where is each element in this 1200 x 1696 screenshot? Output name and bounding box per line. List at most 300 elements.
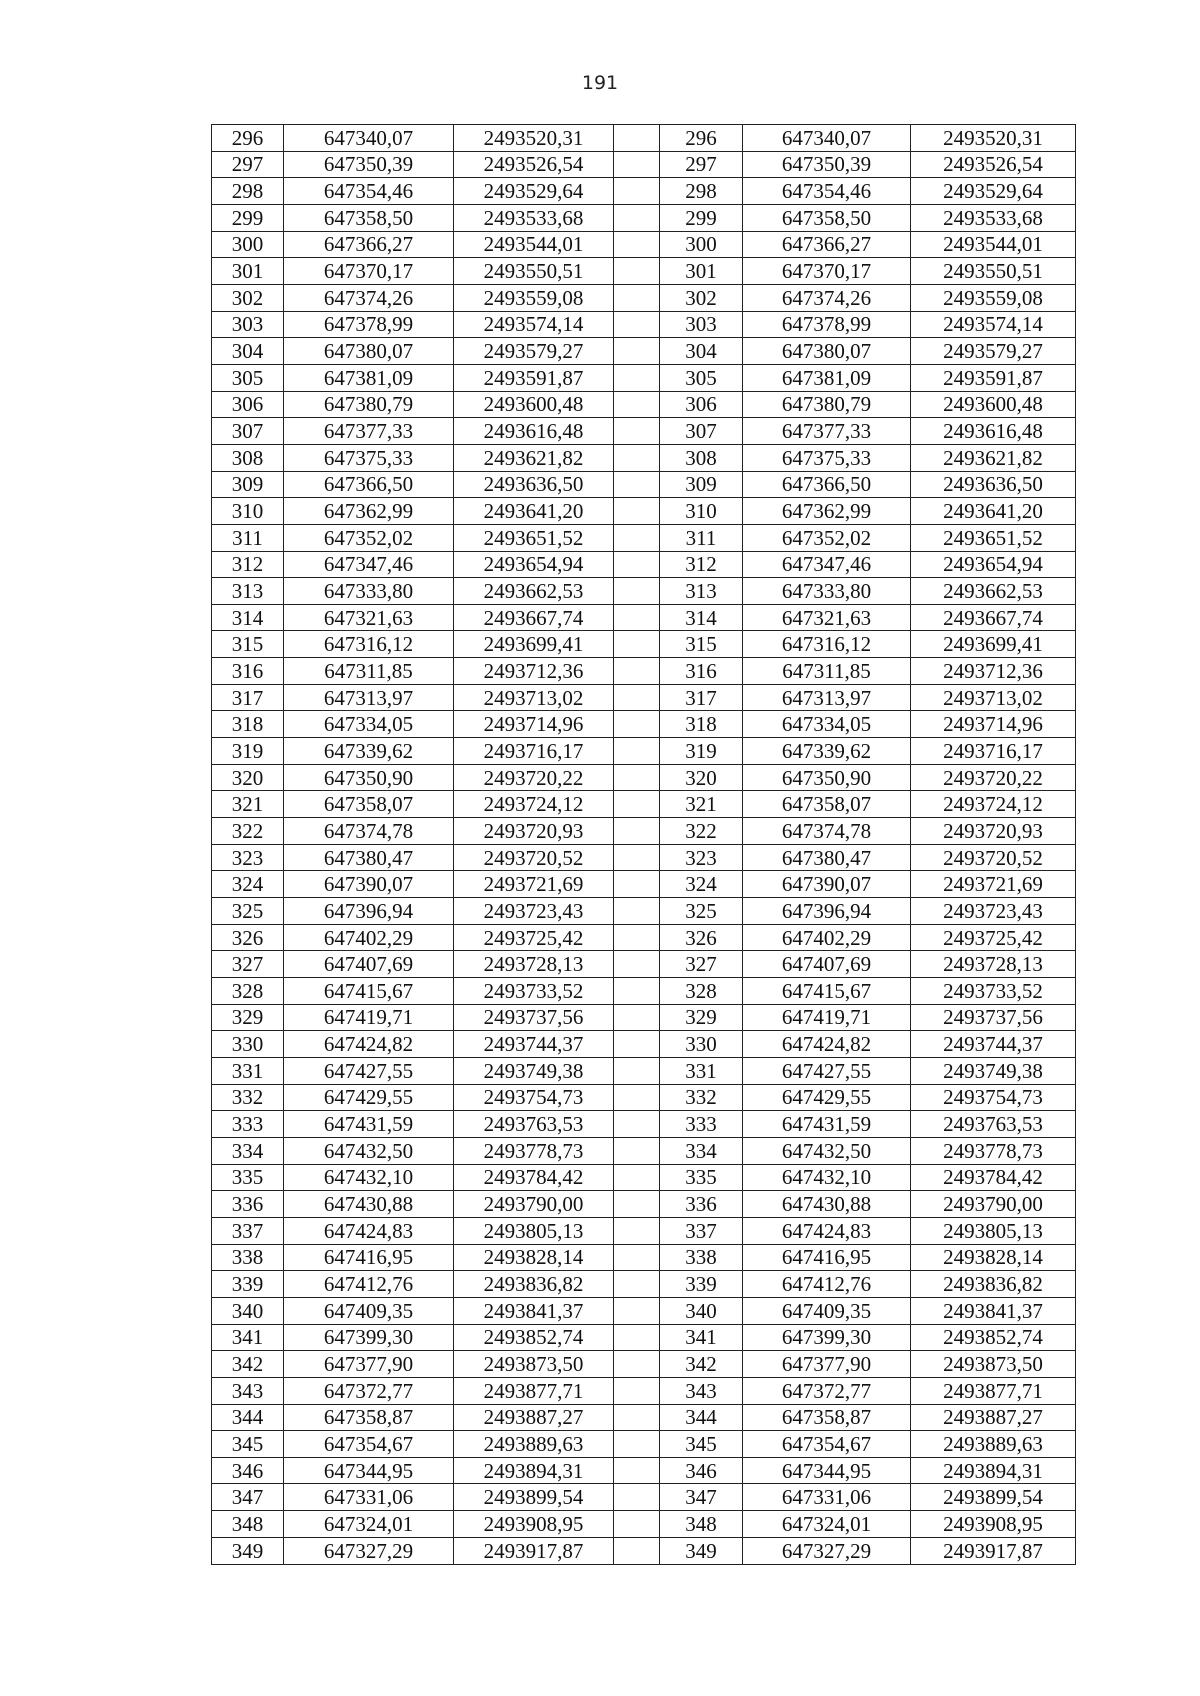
left-y-coordinate-cell: 2493836,82 bbox=[454, 1271, 614, 1298]
right-y-coordinate-cell: 2493836,82 bbox=[911, 1271, 1076, 1298]
left-x-coordinate-cell: 647424,82 bbox=[284, 1031, 454, 1058]
left-point-number-cell: 300 bbox=[212, 231, 284, 258]
left-point-number-cell: 336 bbox=[212, 1191, 284, 1218]
left-point-number-cell: 301 bbox=[212, 258, 284, 285]
right-x-coordinate-cell: 647339,62 bbox=[743, 738, 911, 765]
empty-separator-cell bbox=[614, 1191, 660, 1218]
left-point-number-cell: 344 bbox=[212, 1404, 284, 1431]
empty-separator-cell bbox=[614, 924, 660, 951]
left-point-number-cell: 311 bbox=[212, 524, 284, 551]
left-y-coordinate-cell: 2493720,93 bbox=[454, 818, 614, 845]
empty-separator-cell bbox=[614, 711, 660, 738]
left-y-coordinate-cell: 2493887,27 bbox=[454, 1404, 614, 1431]
empty-separator-cell bbox=[614, 151, 660, 178]
right-x-coordinate-cell: 647327,29 bbox=[743, 1537, 911, 1564]
left-y-coordinate-cell: 2493662,53 bbox=[454, 578, 614, 605]
right-y-coordinate-cell: 2493591,87 bbox=[911, 364, 1076, 391]
empty-separator-cell bbox=[614, 978, 660, 1005]
left-point-number-cell: 348 bbox=[212, 1511, 284, 1538]
left-point-number-cell: 309 bbox=[212, 471, 284, 498]
table-row bbox=[212, 658, 1076, 685]
table-row bbox=[212, 604, 1076, 631]
table-row bbox=[212, 871, 1076, 898]
right-point-number-cell: 337 bbox=[660, 1217, 743, 1244]
right-y-coordinate-cell: 2493805,13 bbox=[911, 1217, 1076, 1244]
left-x-coordinate-cell: 647431,59 bbox=[284, 1111, 454, 1138]
left-x-coordinate-cell: 647334,05 bbox=[284, 711, 454, 738]
left-point-number-cell: 306 bbox=[212, 391, 284, 418]
left-point-number-cell: 298 bbox=[212, 178, 284, 205]
coordinates-table-body bbox=[212, 125, 1076, 1565]
left-y-coordinate-cell: 2493841,37 bbox=[454, 1297, 614, 1324]
right-point-number-cell: 342 bbox=[660, 1351, 743, 1378]
right-y-coordinate-cell: 2493778,73 bbox=[911, 1137, 1076, 1164]
right-point-number-cell: 297 bbox=[660, 151, 743, 178]
right-y-coordinate-cell: 2493873,50 bbox=[911, 1351, 1076, 1378]
left-x-coordinate-cell: 647380,07 bbox=[284, 338, 454, 365]
right-x-coordinate-cell: 647347,46 bbox=[743, 551, 911, 578]
right-point-number-cell: 306 bbox=[660, 391, 743, 418]
left-x-coordinate-cell: 647347,46 bbox=[284, 551, 454, 578]
left-x-coordinate-cell: 647432,50 bbox=[284, 1137, 454, 1164]
table-row bbox=[212, 1057, 1076, 1084]
empty-separator-cell bbox=[614, 498, 660, 525]
right-point-number-cell: 305 bbox=[660, 364, 743, 391]
page-number: 191 bbox=[581, 72, 619, 94]
table-row bbox=[212, 524, 1076, 551]
left-x-coordinate-cell: 647327,29 bbox=[284, 1537, 454, 1564]
right-x-coordinate-cell: 647333,80 bbox=[743, 578, 911, 605]
right-y-coordinate-cell: 2493526,54 bbox=[911, 151, 1076, 178]
left-x-coordinate-cell: 647377,90 bbox=[284, 1351, 454, 1378]
left-x-coordinate-cell: 647419,71 bbox=[284, 1004, 454, 1031]
left-point-number-cell: 342 bbox=[212, 1351, 284, 1378]
right-y-coordinate-cell: 2493712,36 bbox=[911, 658, 1076, 685]
table-row bbox=[212, 284, 1076, 311]
left-point-number-cell: 297 bbox=[212, 151, 284, 178]
left-point-number-cell: 331 bbox=[212, 1057, 284, 1084]
left-point-number-cell: 321 bbox=[212, 791, 284, 818]
left-y-coordinate-cell: 2493714,96 bbox=[454, 711, 614, 738]
right-x-coordinate-cell: 647358,87 bbox=[743, 1404, 911, 1431]
empty-separator-cell bbox=[614, 1537, 660, 1564]
left-x-coordinate-cell: 647321,63 bbox=[284, 604, 454, 631]
right-y-coordinate-cell: 2493828,14 bbox=[911, 1244, 1076, 1271]
right-point-number-cell: 316 bbox=[660, 658, 743, 685]
left-y-coordinate-cell: 2493724,12 bbox=[454, 791, 614, 818]
left-y-coordinate-cell: 2493749,38 bbox=[454, 1057, 614, 1084]
right-y-coordinate-cell: 2493908,95 bbox=[911, 1511, 1076, 1538]
right-x-coordinate-cell: 647358,07 bbox=[743, 791, 911, 818]
table-row bbox=[212, 1004, 1076, 1031]
right-x-coordinate-cell: 647366,27 bbox=[743, 231, 911, 258]
empty-separator-cell bbox=[614, 1111, 660, 1138]
right-x-coordinate-cell: 647427,55 bbox=[743, 1057, 911, 1084]
left-y-coordinate-cell: 2493712,36 bbox=[454, 658, 614, 685]
empty-separator-cell bbox=[614, 444, 660, 471]
left-x-coordinate-cell: 647354,67 bbox=[284, 1431, 454, 1458]
right-x-coordinate-cell: 647432,50 bbox=[743, 1137, 911, 1164]
empty-separator-cell bbox=[614, 1457, 660, 1484]
left-x-coordinate-cell: 647354,46 bbox=[284, 178, 454, 205]
empty-separator-cell bbox=[614, 1377, 660, 1404]
empty-separator-cell bbox=[614, 738, 660, 765]
left-y-coordinate-cell: 2493744,37 bbox=[454, 1031, 614, 1058]
right-y-coordinate-cell: 2493889,63 bbox=[911, 1431, 1076, 1458]
left-y-coordinate-cell: 2493908,95 bbox=[454, 1511, 614, 1538]
right-point-number-cell: 303 bbox=[660, 311, 743, 338]
empty-separator-cell bbox=[614, 791, 660, 818]
right-point-number-cell: 309 bbox=[660, 471, 743, 498]
left-x-coordinate-cell: 647416,95 bbox=[284, 1244, 454, 1271]
table-row bbox=[212, 1217, 1076, 1244]
left-point-number-cell: 317 bbox=[212, 684, 284, 711]
left-x-coordinate-cell: 647366,50 bbox=[284, 471, 454, 498]
right-y-coordinate-cell: 2493574,14 bbox=[911, 311, 1076, 338]
right-point-number-cell: 326 bbox=[660, 924, 743, 951]
table-row bbox=[212, 738, 1076, 765]
right-x-coordinate-cell: 647350,90 bbox=[743, 764, 911, 791]
table-row bbox=[212, 1244, 1076, 1271]
empty-separator-cell bbox=[614, 684, 660, 711]
left-y-coordinate-cell: 2493621,82 bbox=[454, 444, 614, 471]
left-y-coordinate-cell: 2493728,13 bbox=[454, 951, 614, 978]
empty-separator-cell bbox=[614, 1271, 660, 1298]
right-point-number-cell: 348 bbox=[660, 1511, 743, 1538]
left-y-coordinate-cell: 2493873,50 bbox=[454, 1351, 614, 1378]
right-y-coordinate-cell: 2493790,00 bbox=[911, 1191, 1076, 1218]
left-y-coordinate-cell: 2493754,73 bbox=[454, 1084, 614, 1111]
left-x-coordinate-cell: 647372,77 bbox=[284, 1377, 454, 1404]
right-y-coordinate-cell: 2493641,20 bbox=[911, 498, 1076, 525]
empty-separator-cell bbox=[614, 1057, 660, 1084]
left-y-coordinate-cell: 2493852,74 bbox=[454, 1324, 614, 1351]
left-point-number-cell: 320 bbox=[212, 764, 284, 791]
right-x-coordinate-cell: 647313,97 bbox=[743, 684, 911, 711]
right-point-number-cell: 336 bbox=[660, 1191, 743, 1218]
left-y-coordinate-cell: 2493544,01 bbox=[454, 231, 614, 258]
right-x-coordinate-cell: 647311,85 bbox=[743, 658, 911, 685]
left-x-coordinate-cell: 647358,07 bbox=[284, 791, 454, 818]
table-row bbox=[212, 951, 1076, 978]
table-row bbox=[212, 1297, 1076, 1324]
right-point-number-cell: 338 bbox=[660, 1244, 743, 1271]
right-x-coordinate-cell: 647407,69 bbox=[743, 951, 911, 978]
right-point-number-cell: 332 bbox=[660, 1084, 743, 1111]
left-x-coordinate-cell: 647378,99 bbox=[284, 311, 454, 338]
right-point-number-cell: 317 bbox=[660, 684, 743, 711]
empty-separator-cell bbox=[614, 1404, 660, 1431]
right-y-coordinate-cell: 2493544,01 bbox=[911, 231, 1076, 258]
left-point-number-cell: 341 bbox=[212, 1324, 284, 1351]
right-point-number-cell: 322 bbox=[660, 818, 743, 845]
right-x-coordinate-cell: 647390,07 bbox=[743, 871, 911, 898]
right-x-coordinate-cell: 647370,17 bbox=[743, 258, 911, 285]
empty-separator-cell bbox=[614, 1244, 660, 1271]
right-x-coordinate-cell: 647344,95 bbox=[743, 1457, 911, 1484]
left-y-coordinate-cell: 2493725,42 bbox=[454, 924, 614, 951]
right-y-coordinate-cell: 2493763,53 bbox=[911, 1111, 1076, 1138]
right-point-number-cell: 304 bbox=[660, 338, 743, 365]
left-x-coordinate-cell: 647331,06 bbox=[284, 1484, 454, 1511]
left-x-coordinate-cell: 647427,55 bbox=[284, 1057, 454, 1084]
left-x-coordinate-cell: 647374,78 bbox=[284, 818, 454, 845]
left-x-coordinate-cell: 647381,09 bbox=[284, 364, 454, 391]
right-y-coordinate-cell: 2493754,73 bbox=[911, 1084, 1076, 1111]
left-y-coordinate-cell: 2493828,14 bbox=[454, 1244, 614, 1271]
right-point-number-cell: 335 bbox=[660, 1164, 743, 1191]
empty-separator-cell bbox=[614, 951, 660, 978]
right-x-coordinate-cell: 647430,88 bbox=[743, 1191, 911, 1218]
right-x-coordinate-cell: 647424,83 bbox=[743, 1217, 911, 1244]
left-point-number-cell: 325 bbox=[212, 898, 284, 925]
right-y-coordinate-cell: 2493733,52 bbox=[911, 978, 1076, 1005]
right-point-number-cell: 324 bbox=[660, 871, 743, 898]
table-row bbox=[212, 844, 1076, 871]
empty-separator-cell bbox=[614, 1297, 660, 1324]
left-y-coordinate-cell: 2493529,64 bbox=[454, 178, 614, 205]
right-point-number-cell: 315 bbox=[660, 631, 743, 658]
empty-separator-cell bbox=[614, 1484, 660, 1511]
right-y-coordinate-cell: 2493917,87 bbox=[911, 1537, 1076, 1564]
right-point-number-cell: 320 bbox=[660, 764, 743, 791]
left-y-coordinate-cell: 2493720,52 bbox=[454, 844, 614, 871]
left-y-coordinate-cell: 2493721,69 bbox=[454, 871, 614, 898]
empty-separator-cell bbox=[614, 844, 660, 871]
right-point-number-cell: 307 bbox=[660, 418, 743, 445]
right-y-coordinate-cell: 2493724,12 bbox=[911, 791, 1076, 818]
left-x-coordinate-cell: 647339,62 bbox=[284, 738, 454, 765]
left-x-coordinate-cell: 647412,76 bbox=[284, 1271, 454, 1298]
table-row bbox=[212, 1484, 1076, 1511]
left-x-coordinate-cell: 647380,47 bbox=[284, 844, 454, 871]
left-point-number-cell: 347 bbox=[212, 1484, 284, 1511]
right-point-number-cell: 321 bbox=[660, 791, 743, 818]
table-row bbox=[212, 1431, 1076, 1458]
empty-separator-cell bbox=[614, 1351, 660, 1378]
right-x-coordinate-cell: 647340,07 bbox=[743, 125, 911, 152]
left-point-number-cell: 333 bbox=[212, 1111, 284, 1138]
right-y-coordinate-cell: 2493716,17 bbox=[911, 738, 1076, 765]
left-point-number-cell: 305 bbox=[212, 364, 284, 391]
right-point-number-cell: 299 bbox=[660, 204, 743, 231]
left-point-number-cell: 339 bbox=[212, 1271, 284, 1298]
table-row bbox=[212, 258, 1076, 285]
right-x-coordinate-cell: 647354,67 bbox=[743, 1431, 911, 1458]
right-x-coordinate-cell: 647321,63 bbox=[743, 604, 911, 631]
left-y-coordinate-cell: 2493763,53 bbox=[454, 1111, 614, 1138]
left-point-number-cell: 335 bbox=[212, 1164, 284, 1191]
right-x-coordinate-cell: 647374,26 bbox=[743, 284, 911, 311]
right-point-number-cell: 310 bbox=[660, 498, 743, 525]
left-point-number-cell: 343 bbox=[212, 1377, 284, 1404]
table-row bbox=[212, 1084, 1076, 1111]
left-x-coordinate-cell: 647377,33 bbox=[284, 418, 454, 445]
right-point-number-cell: 312 bbox=[660, 551, 743, 578]
table-row bbox=[212, 578, 1076, 605]
table-row bbox=[212, 178, 1076, 205]
left-point-number-cell: 328 bbox=[212, 978, 284, 1005]
right-y-coordinate-cell: 2493533,68 bbox=[911, 204, 1076, 231]
right-point-number-cell: 346 bbox=[660, 1457, 743, 1484]
left-x-coordinate-cell: 647313,97 bbox=[284, 684, 454, 711]
right-point-number-cell: 298 bbox=[660, 178, 743, 205]
empty-separator-cell bbox=[614, 1084, 660, 1111]
right-y-coordinate-cell: 2493667,74 bbox=[911, 604, 1076, 631]
right-point-number-cell: 328 bbox=[660, 978, 743, 1005]
left-y-coordinate-cell: 2493713,02 bbox=[454, 684, 614, 711]
left-y-coordinate-cell: 2493790,00 bbox=[454, 1191, 614, 1218]
left-y-coordinate-cell: 2493733,52 bbox=[454, 978, 614, 1005]
left-x-coordinate-cell: 647390,07 bbox=[284, 871, 454, 898]
empty-separator-cell bbox=[614, 204, 660, 231]
right-x-coordinate-cell: 647366,50 bbox=[743, 471, 911, 498]
empty-separator-cell bbox=[614, 231, 660, 258]
left-x-coordinate-cell: 647358,87 bbox=[284, 1404, 454, 1431]
right-x-coordinate-cell: 647375,33 bbox=[743, 444, 911, 471]
right-x-coordinate-cell: 647316,12 bbox=[743, 631, 911, 658]
right-y-coordinate-cell: 2493720,22 bbox=[911, 764, 1076, 791]
right-point-number-cell: 300 bbox=[660, 231, 743, 258]
right-point-number-cell: 333 bbox=[660, 1111, 743, 1138]
left-y-coordinate-cell: 2493616,48 bbox=[454, 418, 614, 445]
left-y-coordinate-cell: 2493784,42 bbox=[454, 1164, 614, 1191]
right-y-coordinate-cell: 2493749,38 bbox=[911, 1057, 1076, 1084]
table-row bbox=[212, 204, 1076, 231]
left-x-coordinate-cell: 647432,10 bbox=[284, 1164, 454, 1191]
table-row bbox=[212, 311, 1076, 338]
left-point-number-cell: 349 bbox=[212, 1537, 284, 1564]
left-point-number-cell: 312 bbox=[212, 551, 284, 578]
table-row bbox=[212, 1537, 1076, 1564]
empty-separator-cell bbox=[614, 284, 660, 311]
left-point-number-cell: 322 bbox=[212, 818, 284, 845]
left-y-coordinate-cell: 2493600,48 bbox=[454, 391, 614, 418]
left-point-number-cell: 332 bbox=[212, 1084, 284, 1111]
right-y-coordinate-cell: 2493559,08 bbox=[911, 284, 1076, 311]
left-x-coordinate-cell: 647350,39 bbox=[284, 151, 454, 178]
right-x-coordinate-cell: 647377,90 bbox=[743, 1351, 911, 1378]
right-point-number-cell: 323 bbox=[660, 844, 743, 871]
left-x-coordinate-cell: 647316,12 bbox=[284, 631, 454, 658]
table-row bbox=[212, 1511, 1076, 1538]
right-x-coordinate-cell: 647415,67 bbox=[743, 978, 911, 1005]
left-y-coordinate-cell: 2493526,54 bbox=[454, 151, 614, 178]
left-x-coordinate-cell: 647396,94 bbox=[284, 898, 454, 925]
right-point-number-cell: 329 bbox=[660, 1004, 743, 1031]
left-point-number-cell: 307 bbox=[212, 418, 284, 445]
right-y-coordinate-cell: 2493651,52 bbox=[911, 524, 1076, 551]
left-x-coordinate-cell: 647344,95 bbox=[284, 1457, 454, 1484]
left-y-coordinate-cell: 2493641,20 bbox=[454, 498, 614, 525]
right-point-number-cell: 311 bbox=[660, 524, 743, 551]
right-point-number-cell: 343 bbox=[660, 1377, 743, 1404]
left-point-number-cell: 318 bbox=[212, 711, 284, 738]
left-y-coordinate-cell: 2493636,50 bbox=[454, 471, 614, 498]
right-x-coordinate-cell: 647380,07 bbox=[743, 338, 911, 365]
right-y-coordinate-cell: 2493737,56 bbox=[911, 1004, 1076, 1031]
table-row bbox=[212, 151, 1076, 178]
right-point-number-cell: 330 bbox=[660, 1031, 743, 1058]
table-row bbox=[212, 684, 1076, 711]
left-point-number-cell: 329 bbox=[212, 1004, 284, 1031]
empty-separator-cell bbox=[614, 631, 660, 658]
empty-separator-cell bbox=[614, 364, 660, 391]
left-point-number-cell: 338 bbox=[212, 1244, 284, 1271]
left-point-number-cell: 327 bbox=[212, 951, 284, 978]
empty-separator-cell bbox=[614, 258, 660, 285]
right-x-coordinate-cell: 647377,33 bbox=[743, 418, 911, 445]
right-x-coordinate-cell: 647331,06 bbox=[743, 1484, 911, 1511]
right-y-coordinate-cell: 2493720,52 bbox=[911, 844, 1076, 871]
right-point-number-cell: 339 bbox=[660, 1271, 743, 1298]
left-x-coordinate-cell: 647415,67 bbox=[284, 978, 454, 1005]
right-x-coordinate-cell: 647396,94 bbox=[743, 898, 911, 925]
table-row bbox=[212, 231, 1076, 258]
left-point-number-cell: 299 bbox=[212, 204, 284, 231]
table-row bbox=[212, 711, 1076, 738]
left-point-number-cell: 334 bbox=[212, 1137, 284, 1164]
left-y-coordinate-cell: 2493699,41 bbox=[454, 631, 614, 658]
left-point-number-cell: 302 bbox=[212, 284, 284, 311]
left-x-coordinate-cell: 647429,55 bbox=[284, 1084, 454, 1111]
right-y-coordinate-cell: 2493841,37 bbox=[911, 1297, 1076, 1324]
left-y-coordinate-cell: 2493877,71 bbox=[454, 1377, 614, 1404]
right-point-number-cell: 341 bbox=[660, 1324, 743, 1351]
left-x-coordinate-cell: 647366,27 bbox=[284, 231, 454, 258]
table-row bbox=[212, 764, 1076, 791]
right-x-coordinate-cell: 647324,01 bbox=[743, 1511, 911, 1538]
empty-separator-cell bbox=[614, 578, 660, 605]
right-point-number-cell: 296 bbox=[660, 125, 743, 152]
left-y-coordinate-cell: 2493574,14 bbox=[454, 311, 614, 338]
left-y-coordinate-cell: 2493894,31 bbox=[454, 1457, 614, 1484]
right-point-number-cell: 327 bbox=[660, 951, 743, 978]
left-x-coordinate-cell: 647350,90 bbox=[284, 764, 454, 791]
right-point-number-cell: 314 bbox=[660, 604, 743, 631]
left-point-number-cell: 310 bbox=[212, 498, 284, 525]
right-y-coordinate-cell: 2493550,51 bbox=[911, 258, 1076, 285]
table-row bbox=[212, 1137, 1076, 1164]
table-row bbox=[212, 471, 1076, 498]
table-row bbox=[212, 1111, 1076, 1138]
table-row bbox=[212, 631, 1076, 658]
right-y-coordinate-cell: 2493529,64 bbox=[911, 178, 1076, 205]
table-row bbox=[212, 1377, 1076, 1404]
left-x-coordinate-cell: 647333,80 bbox=[284, 578, 454, 605]
empty-separator-cell bbox=[614, 1137, 660, 1164]
empty-separator-cell bbox=[614, 471, 660, 498]
right-x-coordinate-cell: 647432,10 bbox=[743, 1164, 911, 1191]
left-y-coordinate-cell: 2493591,87 bbox=[454, 364, 614, 391]
left-point-number-cell: 345 bbox=[212, 1431, 284, 1458]
empty-separator-cell bbox=[614, 1511, 660, 1538]
left-x-coordinate-cell: 647370,17 bbox=[284, 258, 454, 285]
left-y-coordinate-cell: 2493716,17 bbox=[454, 738, 614, 765]
table-row bbox=[212, 364, 1076, 391]
right-y-coordinate-cell: 2493899,54 bbox=[911, 1484, 1076, 1511]
left-y-coordinate-cell: 2493737,56 bbox=[454, 1004, 614, 1031]
empty-separator-cell bbox=[614, 338, 660, 365]
right-x-coordinate-cell: 647419,71 bbox=[743, 1004, 911, 1031]
right-point-number-cell: 331 bbox=[660, 1057, 743, 1084]
right-point-number-cell: 349 bbox=[660, 1537, 743, 1564]
table-row bbox=[212, 391, 1076, 418]
left-point-number-cell: 330 bbox=[212, 1031, 284, 1058]
right-x-coordinate-cell: 647372,77 bbox=[743, 1377, 911, 1404]
right-x-coordinate-cell: 647399,30 bbox=[743, 1324, 911, 1351]
empty-separator-cell bbox=[614, 1324, 660, 1351]
